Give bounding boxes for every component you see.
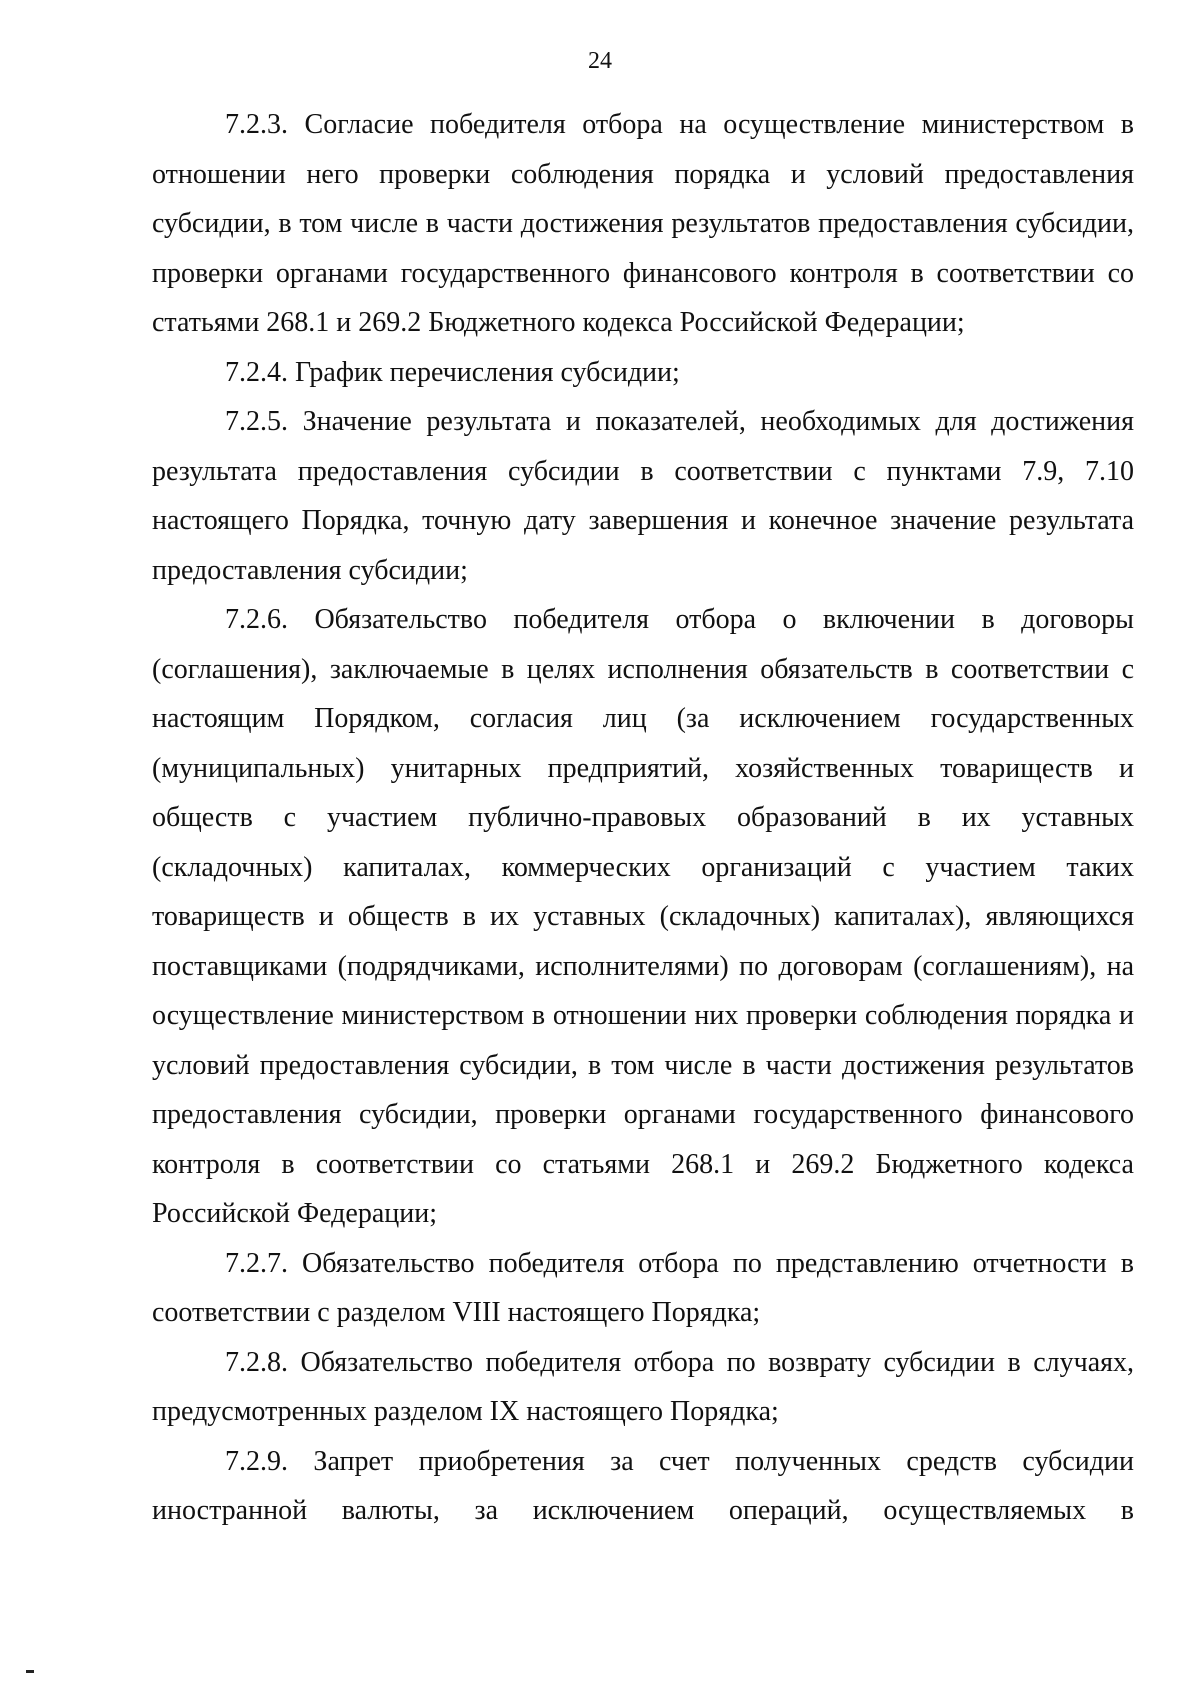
paragraph-7-2-6: 7.2.6. Обязательство победителя отбора о включении в договоры (соглашения), заключаемые в целях исполнения обязательств в соответствии с настоящим Порядком, согласия лиц (за исключением государственных (муниципальных) унитарных предприятий, хозяйственных товариществ и обществ с участием публично-правовых образований в их уставных (складочных) капиталах, коммерческих организаций с участием таких товариществ и обществ в их уставных (складочных) капиталах), являющихся поставщиками (подрядчиками, исполнителями) по договорам (соглашениям), на осуществление министерством в отношении них проверки соблюдения порядка и условий предоставления субсидии, в том числе в части достижения результатов предоставления субсидии, проверки органами государственного финансового контроля в соответствии со статьями 268.1 и 269.2 Бюджетного кодекса Российской Федерации; (152, 604, 1134, 1229)
paragraph-7-2-5: 7.2.5. Значение результата и показателей, необходимых для достижения результата предоставления субсидии в соответствии с пунктами 7.9, 7.10 настоящего Порядка, точную дату завершения и конечное значение результата предоставления субсидии; (152, 406, 1134, 586)
paragraph-7-2-8: 7.2.8. Обязательство победителя отбора по возврату субсидии в случаях, предусмотренных разделом IX настоящего Порядка; (152, 1346, 1134, 1427)
document-body (152, 100, 1134, 1536)
page-number: 24 (588, 48, 612, 74)
paragraph-7-2-4: 7.2.4. График перечисления субсидии; (225, 356, 680, 388)
scan-margin-mark (26, 1670, 34, 1673)
paragraph-7-2-9: 7.2.9. Запрет приобретения за счет полученных средств субсидии иностранной валюты, за исключением операций, осуществляемых в (152, 1445, 1134, 1526)
paragraph-7-2-3: 7.2.3. Согласие победителя отбора на осуществление министерством в отношении него проверки соблюдения порядка и условий предоставления субсидии, в том числе в части достижения результатов предоставления субсидии, проверки органами государственного финансового контроля в соответствии со статьями 268.1 и 269.2 Бюджетного кодекса Российской Федерации; (152, 109, 1134, 338)
paragraph-7-2-7: 7.2.7. Обязательство победителя отбора по представлению отчетности в соответствии с разделом VIII настоящего Порядка; (152, 1247, 1134, 1328)
